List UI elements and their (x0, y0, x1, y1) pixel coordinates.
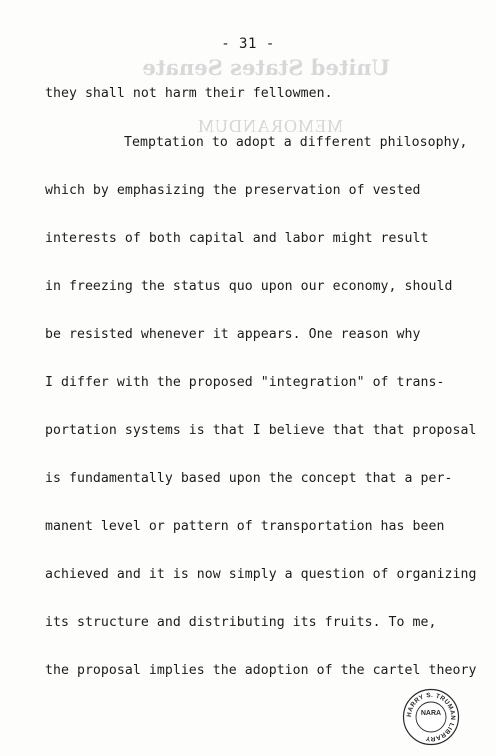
text-line: in freezing the status quo upon our economy, should (45, 279, 453, 294)
page-number: - 31 - (221, 36, 275, 52)
stamp-seal-icon (402, 688, 460, 746)
stamp-center-text: NARA (420, 710, 442, 717)
text-line: be resisted whenever it appears. One reason why (45, 327, 421, 342)
stamp-ring-text: HARRY S. TRUMAN LIBRARY (405, 691, 457, 743)
senate-watermark: United States Senate (142, 55, 390, 80)
memorandum-watermark: MEMORANDUM (197, 116, 344, 136)
text-line: I differ with the proposed "integration" of trans- (45, 375, 445, 390)
text-line: interests of both capital and labor might result (45, 231, 429, 246)
text-line: the proposal implies the adoption of the cartel theory (45, 663, 477, 678)
text-line: Temptation to adopt a different philosophy, (124, 135, 468, 150)
text-line: portation systems is that I believe that that proposal (45, 423, 477, 438)
text-line: is fundamentally based upon the concept that a per- (45, 471, 453, 486)
text-line: they shall not harm their fellowmen. (45, 86, 333, 101)
text-line: its structure and distributing its fruits. To me, (45, 615, 437, 630)
truman-library-stamp (402, 688, 460, 746)
text-line: manent level or pattern of transportation has been (45, 519, 445, 534)
text-line: achieved and it is now simply a question of organizing (45, 567, 477, 582)
text-line: which by emphasizing the preservation of vested (45, 183, 421, 198)
